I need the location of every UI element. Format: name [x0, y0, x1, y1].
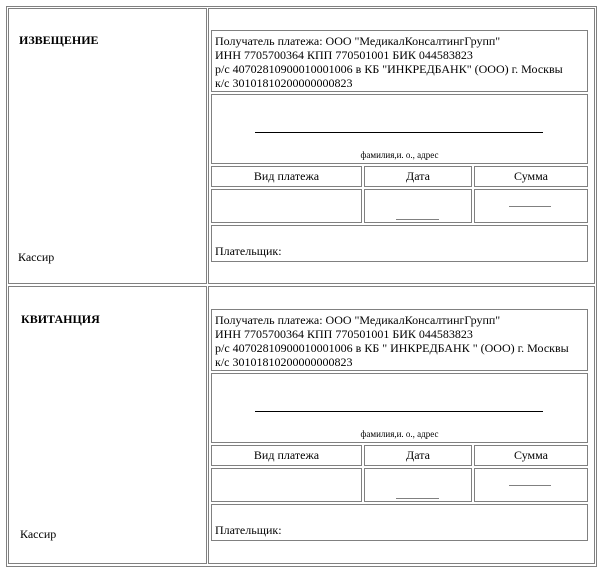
notice-sum-field [474, 189, 588, 223]
receipt-address-caption: фамилия,и. о., адрес [360, 429, 439, 439]
notice-address-line [255, 132, 543, 133]
notice-recipient-block [211, 30, 588, 92]
receipt-address-block [211, 373, 588, 443]
receipt-cashier-label: Кассир [20, 527, 57, 541]
receipt-type-field [211, 468, 362, 502]
receipt-date-field [364, 468, 472, 502]
notice-payer-field [211, 225, 588, 262]
notice-account-line: р/с 40702810900010001006 в КБ "ИНКРЕДБАНК" (ООО) г. Москвы [215, 62, 563, 76]
notice-address-caption: фамилия,и. о., адрес [360, 150, 439, 160]
notice-col-date: Дата [364, 166, 472, 187]
receipt-recipient-line: Получатель платежа: ООО "МедикалКонсалтингГрупп" [215, 313, 501, 327]
notice-recipient-line: Получатель платежа: ООО "МедикалКонсалтингГрупп" [215, 34, 501, 48]
notice-address-block [211, 94, 588, 164]
receipt-left-cell [8, 286, 207, 564]
receipt-corr-account-line: к/с 30101810200000000823 [215, 355, 353, 369]
receipt-recipient-block [211, 309, 588, 371]
receipt-col-type: Вид платежа [211, 445, 362, 466]
notice-cashier-label: Кассир [18, 250, 55, 264]
notice-title: ИЗВЕЩЕНИЕ [19, 33, 99, 47]
notice-payer-label: Плательщик: [215, 244, 282, 258]
receipt-payer-field [211, 504, 588, 541]
receipt-account-line: р/с 40702810900010001006 в КБ " ИНКРЕДБАНК " (ООО) г. Москвы [215, 341, 569, 355]
notice-date-field [364, 189, 472, 223]
receipt-col-sum: Сумма [474, 445, 588, 466]
notice-sum-line [509, 206, 551, 207]
notice-ids-line: ИНН 7705700364 КПП 770501001 БИК 044583823 [215, 48, 473, 62]
receipt-col-date: Дата [364, 445, 472, 466]
receipt-payer-label: Плательщик: [215, 523, 282, 537]
notice-date-line [396, 219, 439, 220]
notice-type-field [211, 189, 362, 223]
receipt-ids-line: ИНН 7705700364 КПП 770501001 БИК 044583823 [215, 327, 473, 341]
receipt-title: КВИТАНЦИЯ [21, 312, 100, 326]
receipt-date-line [396, 498, 439, 499]
notice-col-type: Вид платежа [211, 166, 362, 187]
notice-corr-account-line: к/с 30101810200000000823 [215, 76, 353, 90]
receipt-sum-line [509, 485, 551, 486]
receipt-address-line [255, 411, 543, 412]
notice-left-cell [8, 8, 207, 284]
receipt-sum-field [474, 468, 588, 502]
notice-col-sum: Сумма [474, 166, 588, 187]
